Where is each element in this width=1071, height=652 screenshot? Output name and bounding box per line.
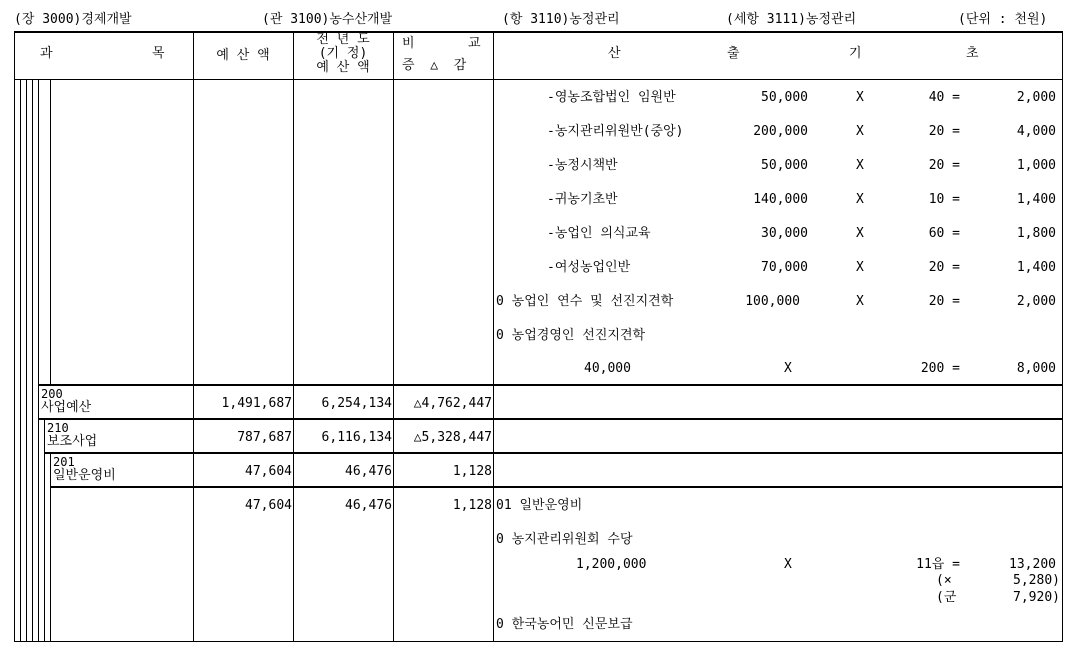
nest-line-3 <box>32 79 33 642</box>
col-basis-1: 산 <box>608 46 621 61</box>
list-item-qty: 20 = <box>928 260 960 275</box>
list-item-amount: 200,000 <box>753 124 808 139</box>
col-basis-4: 초 <box>966 46 979 61</box>
list-item-name: -농지관리위원반(중앙) <box>547 124 684 139</box>
col-cmp-left: 비 <box>402 36 415 51</box>
list-item-x: X <box>856 90 864 105</box>
list-item-qty: 200 = <box>920 361 960 376</box>
row-diff: 1,128 <box>452 464 492 479</box>
list-item-total: 1,400 <box>1016 260 1056 275</box>
list-item-x: X <box>856 226 864 241</box>
header-unit: (단위 : 천원) <box>958 12 1048 27</box>
col-budget-header: 예 산 액 <box>216 48 270 63</box>
detail-title: 01 일반운영비 <box>496 498 583 513</box>
nest-line-4 <box>38 79 39 642</box>
list-item-x: X <box>856 260 864 275</box>
detail-diff: 1,128 <box>452 498 492 513</box>
detail-item-2: 0 한국농어민 신문보급 <box>496 617 633 632</box>
list-item-total: 1,800 <box>1016 226 1056 241</box>
table-top-border <box>14 31 1063 33</box>
list-item-x: X <box>856 158 864 173</box>
list-item-name: -영농조합법인 임원반 <box>547 90 676 105</box>
detail-qty: 11읍 = <box>916 557 960 572</box>
row-code: 201 <box>53 455 75 469</box>
list-item-x: X <box>856 294 864 309</box>
list-item-amount: 140,000 <box>753 192 808 207</box>
col-prev-header-2: (기 정) <box>318 46 368 61</box>
row-code: 200 <box>41 387 63 401</box>
detail-x: X <box>784 557 792 572</box>
list-item-amount: 30,000 <box>761 226 808 241</box>
header-gwan: (관 3100)농수산개발 <box>262 12 393 27</box>
detail-prev: 46,476 <box>345 498 392 513</box>
row-sep-201-top <box>44 452 1063 454</box>
list-item-amount: 50,000 <box>761 158 808 173</box>
list-item-total: 2,000 <box>1016 90 1056 105</box>
list-item-qty: 60 = <box>928 226 960 241</box>
row-prev: 6,254,134 <box>321 396 392 411</box>
detail-total: 13,200 <box>1009 557 1056 572</box>
col-prev-header-1: 전 년 도 <box>316 32 370 47</box>
col-line-prev <box>293 31 294 642</box>
detail-sub1-value: 5,280) <box>1013 573 1060 588</box>
list-item-x: X <box>856 124 864 139</box>
list-item-amount: 70,000 <box>761 260 808 275</box>
col-line-right <box>1062 31 1063 642</box>
row-sep-200-top <box>38 384 1063 386</box>
list-item-total: 1,000 <box>1016 158 1056 173</box>
header-sehang: (세항 3111)농정관리 <box>726 12 857 27</box>
detail-sub1-label: (× <box>936 573 952 588</box>
row-sep-detail-top <box>50 486 1063 488</box>
list-item-qty: 40 = <box>928 90 960 105</box>
list-item-qty: 10 = <box>928 192 960 207</box>
col-line-basis <box>493 31 494 642</box>
list-item-total: 8,000 <box>1016 361 1056 376</box>
col-line-cmp <box>393 31 394 642</box>
table-bottom-border <box>14 641 1063 642</box>
row-diff: △4,762,447 <box>413 396 492 411</box>
nest-line-6b <box>50 453 51 642</box>
list-item-qty: 20 = <box>928 158 960 173</box>
detail-item-1: 0 농지관리위원회 수당 <box>496 532 633 547</box>
row-prev: 46,476 <box>345 464 392 479</box>
list-item-amount: 50,000 <box>761 90 808 105</box>
detail-sub2-value: 7,920) <box>1013 590 1060 605</box>
col-basis-3: 기 <box>849 46 862 61</box>
list-item-qty: 20 = <box>928 294 960 309</box>
list-item-name: 0 농업인 연수 및 선진지견학 <box>496 294 674 309</box>
row-prev: 6,116,134 <box>321 430 392 445</box>
list-item-x: X <box>856 192 864 207</box>
col-gwamok-left: 과 <box>40 46 53 61</box>
row-name: 일반운영비 <box>53 468 116 483</box>
row-name: 보조사업 <box>47 434 98 449</box>
list-item-name: 0 농업경영인 선진지견학 <box>496 328 646 343</box>
list-item-name: -여성농업인반 <box>547 260 631 275</box>
row-code: 210 <box>47 421 69 435</box>
nest-line-6a <box>50 79 51 385</box>
detail-sub2-label: (군 <box>936 590 957 605</box>
list-item-amount: 100,000 <box>745 294 800 309</box>
col-line-left <box>14 31 15 642</box>
header-jang: (장 3000)경제개발 <box>14 12 132 27</box>
list-item-name: -농정시책반 <box>547 158 618 173</box>
list-item-x: X <box>784 361 792 376</box>
row-budget: 47,604 <box>245 464 292 479</box>
list-item-name: -농업인 의식교육 <box>547 226 651 241</box>
row-sep-210-top <box>38 418 1063 420</box>
list-item-name: -귀농기초반 <box>547 192 618 207</box>
detail-budget: 47,604 <box>245 498 292 513</box>
col-gwamok-right: 목 <box>152 46 165 61</box>
col-diff-header: 증 △ 감 <box>402 58 467 73</box>
row-name: 사업예산 <box>41 400 92 415</box>
row-budget: 787,687 <box>237 430 292 445</box>
col-prev-header-3: 예 산 액 <box>316 60 370 75</box>
col-cmp-right: 교 <box>468 36 481 51</box>
detail-amount: 1,200,000 <box>576 557 647 572</box>
nest-line-1 <box>20 79 21 642</box>
list-item-total: 1,400 <box>1016 192 1056 207</box>
row-budget: 1,491,687 <box>221 396 292 411</box>
col-basis-2: 출 <box>727 46 740 61</box>
row-diff: △5,328,447 <box>413 430 492 445</box>
list-item-total: 2,000 <box>1016 294 1056 309</box>
header-bottom-border <box>14 79 1063 80</box>
nest-line-2 <box>26 79 27 642</box>
list-item-qty: 20 = <box>928 124 960 139</box>
col-line-budget <box>193 31 194 642</box>
header-hang: (항 3110)농정관리 <box>502 12 620 27</box>
list-item-amount: 40,000 <box>584 361 631 376</box>
list-item-total: 4,000 <box>1016 124 1056 139</box>
